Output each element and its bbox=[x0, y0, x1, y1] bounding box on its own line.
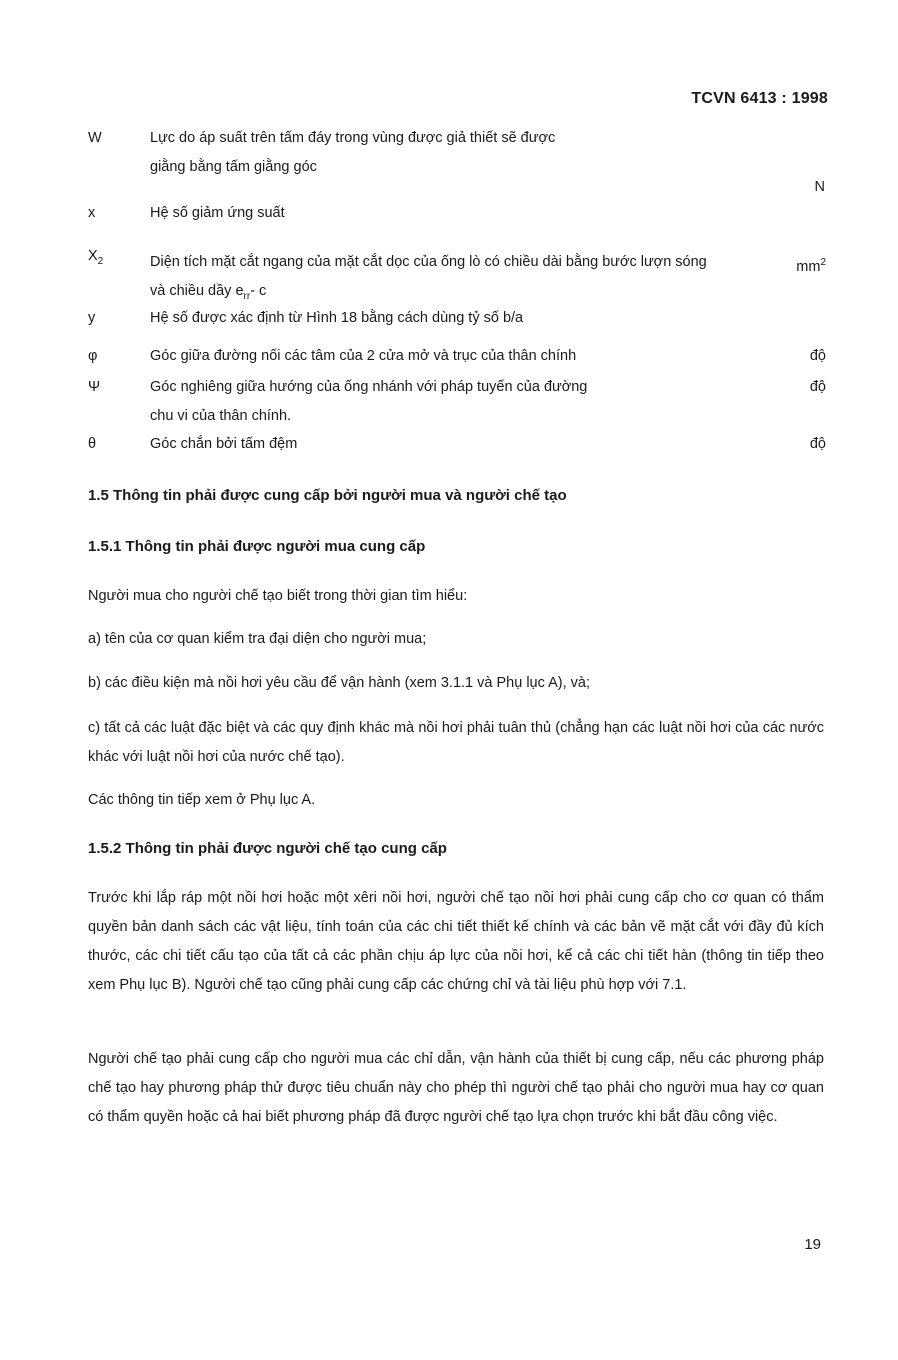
section-heading-1-5-2: 1.5.2 Thông tin phải được người chế tạo cung cấp bbox=[88, 840, 447, 857]
description-line: Lực do áp suất trên tấm đáy trong vùng được giả thiết sẽ được bbox=[150, 130, 556, 146]
paragraph-manufacturer-2: Người chế tạo phải cung cấp cho người mua các chỉ dẫn, vận hành của thiết bị cung cấp, nếu các phương pháp chế tạo hay phương pháp thử được tiêu chuẩn này cho phép thì người chế tạo phải cho người mua hay cơ quan có thẩm quyền hoặc cả hai biết phương pháp đã được người chế tạo lựa chọn trước khi bắt đầu công việc. bbox=[88, 1051, 824, 1125]
symbol: $X_2$ bbox=[88, 248, 104, 267]
list-item-a: a) tên của cơ quan kiểm tra đại diện cho người mua; bbox=[88, 631, 427, 647]
list-item-c: c) tất cả các luật đặc biệt và các quy định khác mà nồi hơi phải tuân thủ (chẳng hạn các luật nồi hơi của các nước khác với luật nồi hơi của nước chế tạo). bbox=[88, 720, 824, 765]
paragraph-manufacturer-1: Trước khi lắp ráp một nồi hơi hoặc một xêri nồi hơi, người chế tạo nồi hơi phải cung cấp cho cơ quan có thẩm quyền bản danh sách các vật liệu, tính toán của các chi tiết thiết kế chính và các bản vẽ mặt cắt với đầy đủ kích thước, các chi tiết cấu tạo của tất cả các phần chịu áp lực của nồi hơi, kể cả các chi tiết hàn (thông tin tiếp theo xem Phụ lục B). Người chế tạo cũng phải cung cấp các chứng chỉ và tài liệu phù hợp với 7.1. bbox=[88, 890, 824, 993]
symbol-description: Góc giữa đường nối các tâm của 2 cửa mở và trục của thân chính bbox=[150, 348, 577, 364]
symbol-unit: N bbox=[814, 179, 825, 195]
symbol-unit: $mm^2$ bbox=[796, 257, 826, 275]
symbol: W bbox=[88, 130, 102, 146]
description-line: Góc nghiêng giữa hướng của ống nhánh với pháp tuyến của đường bbox=[150, 379, 588, 395]
symbol-description: Hệ số được xác định từ Hình 18 bằng cách dùng tỷ số b/a bbox=[150, 310, 524, 326]
symbol-description bbox=[150, 373, 780, 431]
symbol-description: Hệ số giảm ứng suất bbox=[150, 205, 285, 221]
symbol: Ψ bbox=[88, 379, 101, 395]
symbol-unit: độ bbox=[809, 436, 826, 452]
page-number: 19 bbox=[804, 1236, 821, 1253]
description-line: và chiều dầy $e_{rr}-$ c bbox=[150, 283, 267, 302]
description-line: giằng bằng tấm giằng góc bbox=[150, 159, 317, 175]
symbol-unit: độ bbox=[809, 379, 826, 395]
document-code: TCVN 6413 : 1998 bbox=[691, 90, 828, 107]
section-heading-1-5-1: 1.5.1 Thông tin phải được người mua cung cấp bbox=[88, 538, 426, 555]
symbol: x bbox=[88, 205, 96, 221]
symbol: φ bbox=[88, 348, 98, 364]
symbol-description bbox=[150, 124, 780, 182]
paragraph-more-info: Các thông tin tiếp xem ở Phụ lục A. bbox=[88, 792, 316, 808]
symbol: y bbox=[88, 310, 96, 326]
symbol-description: Góc chắn bởi tấm đệm bbox=[150, 436, 298, 452]
description-line: Diện tích mặt cắt ngang của mặt cắt dọc của ống lò có chiều dài bằng bước lượn sóng bbox=[150, 254, 707, 270]
symbol-unit: độ bbox=[809, 348, 826, 364]
description-line: chu vi của thân chính. bbox=[150, 408, 292, 424]
symbol-description bbox=[150, 248, 790, 311]
list-item-b: b) các điều kiện mà nồi hơi yêu cầu để vận hành (xem 3.1.1 và Phụ lục A), và; bbox=[88, 675, 590, 691]
paragraph-intro: Người mua cho người chế tạo biết trong thời gian tìm hiểu: bbox=[88, 588, 468, 604]
section-heading-1-5: 1.5 Thông tin phải được cung cấp bởi người mua và người chế tạo bbox=[88, 487, 567, 504]
symbol: θ bbox=[88, 436, 97, 452]
